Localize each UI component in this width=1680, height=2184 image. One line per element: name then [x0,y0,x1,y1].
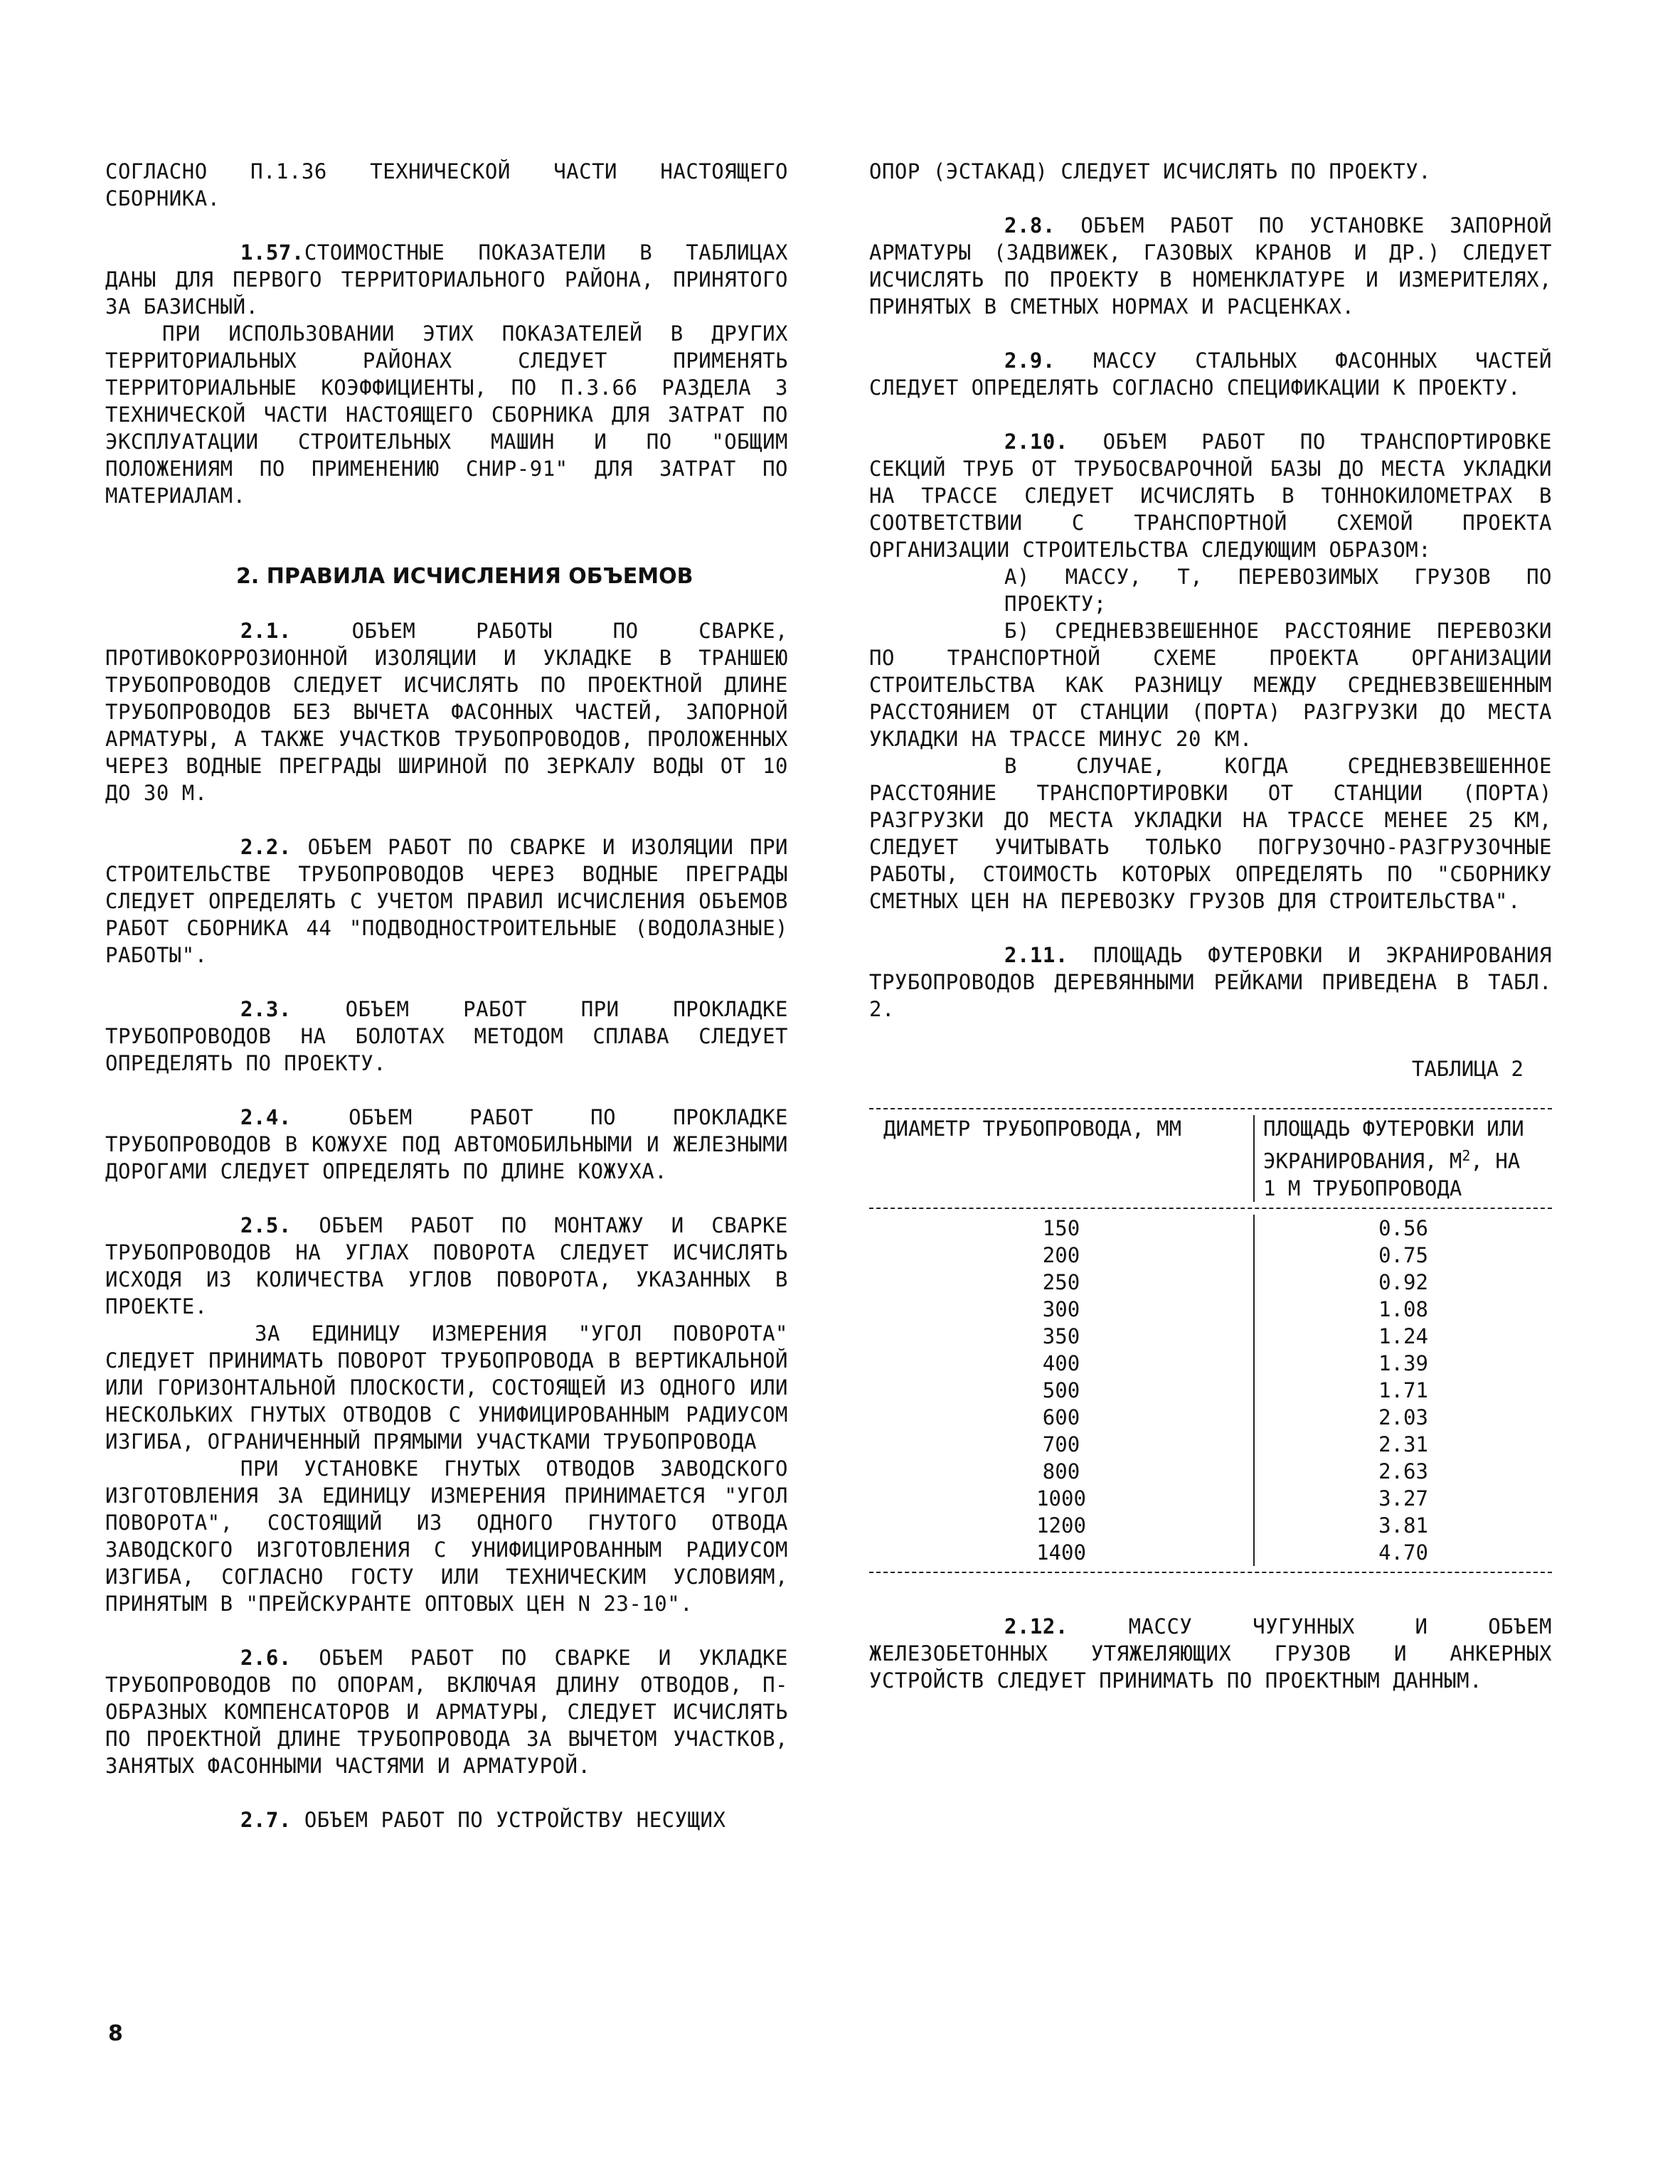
cell-diameter: 500 [1042,1378,1080,1402]
cell-diameter: 1400 [1036,1540,1086,1565]
cell-area: 1.71 [1253,1377,1552,1404]
cell-area: 1.24 [1253,1323,1552,1350]
header-area [1253,1115,1552,1202]
section-heading: 2. ПРАВИЛА ИСЧИСЛЕНИЯ ОБЪЕМОВ [236,564,693,589]
left-column [105,158,788,1860]
paragraph-2-12 [869,1613,1552,1694]
clause-number: 2.10. [1004,430,1068,454]
cell-area: 2.03 [1253,1404,1552,1431]
cell-diameter: 150 [1042,1215,1080,1240]
clause-text: ОБЪЕМ РАБОТ ПО УСТРОЙСТВУ НЕСУЩИХ [304,1808,726,1832]
table-row [869,1512,1552,1539]
cell-area: 0.92 [1253,1269,1552,1296]
clause-text: МАССУ ЧУГУННЫХ И ОБЪЕМ ЖЕЛЕЗОБЕТОННЫХ УТЯЖЕЛЯЮЩИХ ГРУЗОВ И АНКЕРНЫХ УСТРОЙСТВ СЛЕДУЕТ ПРИНИМАТЬ ПО ПРОЕКТНЫМ ДАННЫМ. [869,1614,1553,1693]
table-row [869,1269,1552,1296]
clause-text: ОБЪЕМ РАБОТ ПРИ ПРОКЛАДКЕ ТРУБОПРОВОДОВ НА БОЛОТАХ МЕТОДОМ СПЛАВА СЛЕДУЕТ ОПРЕДЕЛЯТЬ ПО ПРОЕКТУ. [105,997,788,1075]
paragraph-2-5-c: ПРИ УСТАНОВКЕ ГНУТЫХ ОТВОДОВ ЗАВОДСКОГО ИЗГОТОВЛЕНИЯ ЗА ЕДИНИЦУ ИЗМЕРЕНИЯ ПРИНИМАЕТСЯ "УГОЛ ПОВОРОТА", СОСТОЯЩИЙ ИЗ ОДНОГО ГНУТОГО ОТВОДА ЗАВОДСКОГО ИЗГОТОВЛЕНИЯ С УНИФИЦИРОВАННЫМ РАДИУСОМ ИЗГИБА, СОГЛАСНО ГОСТУ ИЛИ ТЕХНИЧЕСКИМ УСЛОВИЯМ, ПРИНЯТЫМ В "ПРЕЙСКУРАНТЕ ОПТОВЫХ ЦЕН N 23-10". [105,1456,788,1616]
table-row [869,1458,1552,1485]
paragraph-2-4 [105,1104,788,1185]
clause-number: 2.9. [1004,348,1056,373]
clause-number: 2.12. [1004,1614,1068,1639]
cell-area: 2.63 [1253,1458,1552,1485]
cell-diameter: 1200 [1036,1513,1086,1538]
paragraph-2-2 [105,833,788,969]
table-body [869,1215,1552,1566]
paragraph-2-8 [869,212,1552,320]
clause-text: ОБЪЕМ РАБОТ ПО СВАРКЕ И УКЛАДКЕ ТРУБОПРОВОДОВ ПО ОПОРАМ, ВКЛЮЧАЯ ДЛИНУ ОТВОДОВ, П-ОБРАЗНЫХ КОМПЕНСАТОРОВ И АРМАТУРЫ, СЛЕДУЕТ ИСЧИСЛЯТЬ ПО ПРОЕКТНОЙ ДЛИНЕ ТРУБОПРОВОДА ЗА ВЫЧЕТОМ УЧАСТКОВ, ЗАНЯТЫХ ФАСОННЫМИ ЧАСТЯМИ И АРМАТУРОЙ. [105,1646,788,1778]
table-row [869,1485,1552,1512]
table-row [869,1404,1552,1431]
clause-text: ОБЪЕМ РАБОТ ПО ПРОКЛАДКЕ ТРУБОПРОВОДОВ В КОЖУХЕ ПОД АВТОМОБИЛЬНЫМИ И ЖЕЛЕЗНЫМИ ДОРОГАМИ СЛЕДУЕТ ОПРЕДЕЛЯТЬ ПО ДЛИНЕ КОЖУХА. [105,1105,788,1183]
table-top-rule [869,1108,1552,1109]
cell-diameter: 250 [1042,1269,1080,1294]
clause-number: 2.11. [1004,943,1068,967]
superscript-2: 2 [1462,1147,1471,1164]
paragraph-2-7-continued: ОПОР (ЭСТАКАД) СЛЕДУЕТ ИСЧИСЛЯТЬ ПО ПРОЕКТУ. [869,159,1432,183]
cell-diameter: 600 [1042,1405,1080,1429]
paragraph-2-9 [869,347,1552,401]
page-number: 8 [108,2021,123,2046]
clause-number: 2.1. [240,619,292,643]
paragraph-2-11 [869,942,1552,1023]
cell-diameter: 200 [1042,1242,1080,1267]
header-area-line-1: ПЛОЩАДЬ ФУТЕРОВКИ ИЛИ [1263,1117,1524,1141]
clause-number: 2.2. [240,835,292,859]
clause-number: 2.6. [240,1646,292,1670]
header-area-line-2 [1263,1142,1552,1175]
clause-text: ПЛОЩАДЬ ФУТЕРОВКИ И ЭКРАНИРОВАНИЯ ТРУБОПРОВОДОВ ДЕРЕВЯННЫМИ РЕЙКАМИ ПРИВЕДЕНА В ТАБЛ. 2. [869,943,1552,1021]
clause-number: 2.5. [240,1213,292,1237]
clause-text: ОБЪЕМ РАБОТЫ ПО СВАРКЕ, ПРОТИВОКОРРОЗИОННОЙ ИЗОЛЯЦИИ И УКЛАДКЕ В ТРАНШЕЮ ТРУБОПРОВОДОВ СЛЕДУЕТ ИСЧИСЛЯТЬ ПО ПРОЕКТНОЙ ДЛИНЕ ТРУБОПРОВОДОВ БЕЗ ВЫЧЕТА ФАСОННЫХ ЧАСТЕЙ, ЗАПОРНОЙ АРМАТУРЫ, А ТАКЖЕ УЧАСТКОВ ТРУБОПРОВОДОВ, ПРОЛОЖЕННЫХ ЧЕРЕЗ ВОДНЫЕ ПРЕГРАДЫ ШИРИНОЙ ПО ЗЕРКАЛУ ВОДЫ ОТ 10 ДО 30 М. [105,619,788,805]
paragraph-1-57-b: ПРИ ИСПОЛЬЗОВАНИИ ЭТИХ ПОКАЗАТЕЛЕЙ В ДРУГИХ ТЕРРИТОРИАЛЬНЫХ РАЙОНАХ СЛЕДУЕТ ПРИМЕНЯТЬ ТЕРРИТОРИАЛЬНЫЕ КОЭФФИЦИЕНТЫ, ПО П.3.66 РАЗДЕЛА 3 ТЕХНИЧЕСКОЙ ЧАСТИ НАСТОЯЩЕГО СБОРНИКА ДЛЯ ЗАТРАТ ПО ЭКСПЛУАТАЦИИ СТРОИТЕЛЬНЫХ МАШИН И ПО "ОБЩИМ ПОЛОЖЕНИЯМ ПО ПРИМЕНЕНИЮ СНИР-91" ДЛЯ ЗАТРАТ ПО МАТЕРИАЛАМ. [105,321,788,508]
clause-number: 2.3. [240,997,292,1021]
table-title: ТАБЛИЦА 2 [1411,1057,1524,1081]
paragraph-2-5 [105,1212,788,1320]
header-area-per: , НА [1470,1149,1521,1173]
table-row [869,1242,1552,1269]
table-2 [869,1108,1552,1573]
table-header [869,1115,1552,1202]
table-row [869,1377,1552,1404]
cell-diameter: 300 [1042,1296,1080,1321]
cell-area: 4.70 [1253,1539,1552,1566]
paragraph-2-10-c: В СЛУЧАЕ, КОГДА СРЕДНЕВЗВЕШЕННОЕ РАССТОЯНИЕ ТРАНСПОРТИРОВКИ ОТ СТАНЦИИ (ПОРТА) РАЗГРУЗКИ ДО МЕСТА УКЛАДКИ НА ТРАССЕ МЕНЕЕ 25 КМ, СЛЕДУЕТ УЧИТЫВАТЬ ТОЛЬКО ПОГРУЗОЧНО-РАЗГРУЗОЧНЫЕ РАБОТЫ, СТОИМОСТЬ КОТОРЫХ ОПРЕДЕЛЯТЬ ПО "СБОРНИКУ СМЕТНЫХ ЦЕН НА ПЕРЕВОЗКУ ГРУЗОВ ДЛЯ СТРОИТЕЛЬСТВА". [869,754,1552,913]
paragraph-1-57 [105,239,788,320]
table-row [869,1296,1552,1323]
paragraph-2-10 [869,428,1552,563]
paragraph-1-36-ref: СОГЛАСНО П.1.36 ТЕХНИЧЕСКОЙ ЧАСТИ НАСТОЯЩЕГО СБОРНИКА. [105,159,788,211]
clause-number: 2.7. [240,1808,292,1832]
cell-area: 2.31 [1253,1431,1552,1458]
clause-number: 2.8. [1004,213,1056,238]
cell-area: 0.56 [1253,1215,1552,1242]
header-diameter: ДИАМЕТР ТРУБОПРОВОДА, ММ [883,1117,1182,1141]
cell-area: 1.39 [1253,1350,1552,1377]
table-row [869,1431,1552,1458]
cell-area: 3.27 [1253,1485,1552,1512]
paragraph-2-6 [105,1644,788,1779]
header-area-unit: ЭКРАНИРОВАНИЯ, М [1263,1149,1462,1173]
paragraph-2-5-b: ЗА ЕДИНИЦУ ИЗМЕРЕНИЯ "УГОЛ ПОВОРОТА" СЛЕДУЕТ ПРИНИМАТЬ ПОВОРОТ ТРУБОПРОВОДА В ВЕРТИКАЛЬНОЙ ИЛИ ГОРИЗОНТАЛЬНОЙ ПЛОСКОСТИ, СОСТОЯЩЕЙ ИЗ ОДНОГО ИЛИ НЕСКОЛЬКИХ ГНУТЫХ ОТВОДОВ С УНИФИЦИРОВАННЫМ РАДИУСОМ ИЗГИБА, ОГРАНИЧЕННЫЙ ПРЯМЫМИ УЧАСТКАМИ ТРУБОПРОВОДА [105,1321,788,1454]
table-header-rule [869,1208,1552,1209]
clause-text: СТОИМОСТНЫЕ ПОКАЗАТЕЛИ В ТАБЛИЦАХ ДАНЫ ДЛЯ ПЕРВОГО ТЕРРИТОРИАЛЬНОГО РАЙОНА, ПРИНЯТОГО ЗА БАЗИСНЫЙ. [105,240,788,319]
table-row [869,1215,1552,1242]
cell-diameter: 800 [1042,1459,1080,1483]
table-row [869,1539,1552,1566]
clause-text: МАССУ СТАЛЬНЫХ ФАСОННЫХ ЧАСТЕЙ СЛЕДУЕТ ОПРЕДЕЛЯТЬ СОГЛАСНО СПЕЦИФИКАЦИИ К ПРОЕКТУ. [869,348,1552,400]
paragraph-2-3 [105,996,788,1077]
clause-number: 1.57. [240,240,304,265]
paragraph-2-10-b: Б) СРЕДНЕВЗВЕШЕННОЕ РАССТОЯНИЕ ПЕРЕВОЗКИ ПО ТРАНСПОРТНОЙ СХЕМЕ ПРОЕКТА ОРГАНИЗАЦИИ СТРОИТЕЛЬСТВА КАК РАЗНИЦУ МЕЖДУ СРЕДНЕВЗВЕШЕННЫМ РАССТОЯНИЕМ ОТ СТАНЦИИ (ПОРТА) РАЗГРУЗКИ ДО МЕСТА УКЛАДКИ НА ТРАССЕ МИНУС 20 КМ. [869,619,1552,751]
clause-text: ОБЪЕМ РАБОТ ПО МОНТАЖУ И СВАРКЕ ТРУБОПРОВОДОВ НА УГЛАХ ПОВОРОТА СЛЕДУЕТ ИСЧИСЛЯТЬ ИСХОДЯ ИЗ КОЛИЧЕСТВА УГЛОВ ПОВОРОТА, УКАЗАННЫХ В ПРОЕКТЕ. [105,1213,788,1319]
cell-diameter: 350 [1042,1323,1080,1348]
right-column [869,158,1552,1721]
clause-text: ОБЪЕМ РАБОТ ПО УСТАНОВКЕ ЗАПОРНОЙ АРМАТУРЫ (ЗАДВИЖЕК, ГАЗОВЫХ КРАНОВ И ДР.) СЛЕДУЕТ ИСЧИСЛЯТЬ ПО ПРОЕКТУ В НОМЕНКЛАТУРЕ И ИЗМЕРИТЕЛЯХ, ПРИНЯТЫХ В СМЕТНЫХ НОРМАХ И РАСЦЕНКАХ. [869,213,1552,319]
header-area-line-3: 1 М ТРУБОПРОВОДА [1263,1176,1462,1200]
paragraph-2-10-a: А) МАССУ, Т, ПЕРЕВОЗИМЫХ ГРУЗОВ ПО ПРОЕКТУ; [1004,565,1552,616]
clause-text: ОБЪЕМ РАБОТ ПО СВАРКЕ И ИЗОЛЯЦИИ ПРИ СТРОИТЕЛЬСТВЕ ТРУБОПРОВОДОВ ЧЕРЕЗ ВОДНЫЕ ПРЕГРАДЫ СЛЕДУЕТ ОПРЕДЕЛЯТЬ С УЧЕТОМ ПРАВИЛ ИСЧИСЛЕНИЯ ОБЪЕМОВ РАБОТ СБОРНИКА 44 "ПОДВОДНОСТРОИТЕЛЬНЫЕ (ВОДОЛАЗНЫЕ) РАБОТЫ". [105,835,788,967]
clause-text: ОБЪЕМ РАБОТ ПО ТРАНСПОРТИРОВКЕ СЕКЦИЙ ТРУБ ОТ ТРУБОСВАРОЧНОЙ БАЗЫ ДО МЕСТА УКЛАДКИ НА ТРАССЕ СЛЕДУЕТ ИСЧИСЛЯТЬ В ТОННОКИЛОМЕТРАХ В СООТВЕТСТВИИ С ТРАНСПОРТНОЙ СХЕМОЙ ПРОЕКТА ОРГАНИЗАЦИИ СТРОИТЕЛЬСТВА СЛЕДУЮЩИМ ОБРАЗОМ: [869,430,1552,562]
cell-diameter: 400 [1042,1351,1080,1375]
paragraph-2-1 [105,617,788,806]
paragraph-2-7 [105,1806,788,1833]
table-row [869,1323,1552,1350]
cell-area: 3.81 [1253,1512,1552,1539]
clause-number: 2.4. [240,1105,292,1129]
cell-area: 1.08 [1253,1296,1552,1323]
cell-diameter: 1000 [1036,1486,1086,1511]
cell-diameter: 700 [1042,1432,1080,1456]
cell-area: 0.75 [1253,1242,1552,1269]
table-row [869,1350,1552,1377]
table-bottom-rule [869,1572,1552,1573]
